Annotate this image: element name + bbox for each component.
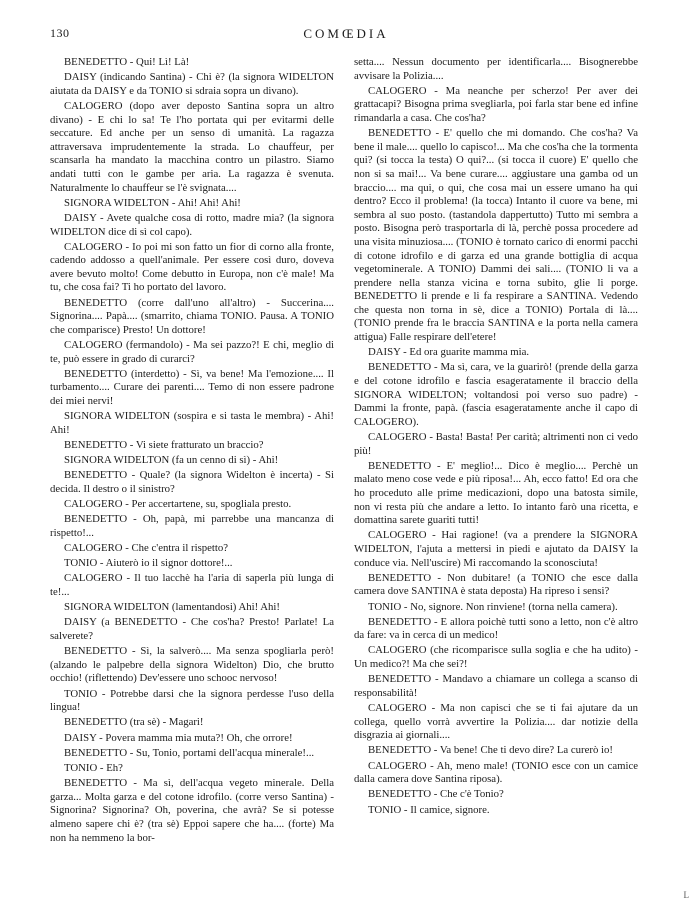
paragraph: SIGNORA WIDELTON - Ahi! Ahi! Ahi! — [64, 196, 241, 209]
paragraph: BENEDETTO - E' quello che mi domando. Che cos'ha? Va bene il male.... quello lo capisco!... Ma che cos'ha che la tormenta qui? (si tocca la testa) O qui?... (si tocca il cuore) E' quello che non si sa mai!... Va bene curare.... aggiustare una gamba od un braccio.... ma qui, o qui, che cosa mai un essere umano ha qui dentro? Ecco il problema! (la tocca) Intanto il cuore va bene, mi sembra al suo posto. (tastandola dappertutto) Tutto mi sembra a posto. Bisogna però trasportarla di là, perchè possa procedere ad una visita minuziosa.... (TONIO è tornato carico di enormi pacchi di cotone idrofilo e di garza ed una grande bottiglia di acqua vegetominerale. A TONIO) Dammi dei sali.... (TONIO li va a prendere nella stanza vicina e torna subito, glie li porge. BENEDETTO li prende e li fa respirare a SANTINA. Vedendo che questa non torna in sè, dice a TONIO) Portala di là.... (TONIO prende fra le braccia SANTINA e la porta nella camera attigua) Falle respirare dell'etere! — [354, 127, 638, 344]
running-title: COMŒDIA — [303, 26, 389, 41]
paragraph: DAISY - Ed ora guarite mamma mia. — [368, 346, 530, 359]
paragraph: BENEDETTO - Mandavo a chiamare un collega a scanso di responsabilità! — [354, 673, 638, 699]
paragraph: DAISY - Avete qualche cosa di rotto, madre mia? (la signora WIDELTON dice di sì col capo). — [50, 211, 334, 238]
left-column — [50, 56, 334, 847]
paragraph: BENEDETTO - Va bene! Che ti devo dire? La curerò io! — [368, 744, 613, 757]
paragraph: CALOGERO - Ma non capisci che se ti fai ajutare da un collega, quello vorrà avvertire la Polizia.... dar notizie della disgrazia ai giornali.... — [354, 702, 638, 742]
paragraph: DAISY (indicando Santina) - Chi è? (la signora WIDELTON aiutata da DAISY e da TONIO si sdraia sopra un divano). — [50, 71, 334, 97]
paragraph: BENEDETTO (tra sè) - Magari! — [64, 716, 204, 729]
page-header — [50, 26, 642, 46]
paragraph: DAISY - Povera mamma mia muta?! Oh, che orrore! — [64, 731, 293, 744]
paragraph: CALOGERO - Ma neanche per scherzo! Per aver dei grattacapi? Bisogna prima svegliarla, poi farla star bene ed infine rimandarla a casa. Che cos'ha? — [354, 84, 638, 124]
paragraph: SIGNORA WIDELTON (sospira e si tasta le membra) - Ahi! Ahi! — [50, 410, 334, 436]
paragraph: BENEDETTO (corre dall'uno all'altro) - Succerina.... Signorina.... Papà.... (smarrito, chiama TONIO. Pausa. A TONIO che comparisce) Presto! Un dottore! — [50, 296, 334, 336]
page-number: 130 — [50, 26, 70, 40]
paragraph: CALOGERO - Che c'entra il rispetto? — [64, 542, 229, 555]
paragraph: TONIO - No, signore. Non rinviene! (torna nella camera). — [368, 600, 618, 613]
paragraph: BENEDETTO - Oh, papà, mi parrebbe una mancanza di rispetto!... — [50, 513, 334, 539]
paragraph: CALOGERO - Basta! Basta! Per carità; altrimenti non ci vedo più! — [354, 431, 638, 457]
paragraph: TONIO - Il camice, signore. — [368, 803, 490, 816]
paragraph: CALOGERO (che ricomparisce sulla soglia e che ha udito) - Un medico?! Ma che sei?! — [354, 644, 638, 671]
paragraph: BENEDETTO - E' meglio!... Dico è meglio.... Perchè un malato meno cose vede e più riposa!... Ah, ecco fatto! Ed ora che ho proceduto alle prime medicazioni, dopo una batosta simile, non vi resta più che andare a letto. Io intanto farò una ricetta, e domattina sarete guariti tutti! — [354, 459, 638, 527]
paragraph: BENEDETTO - Che c'è Tonio? — [368, 788, 504, 801]
paragraph: BENEDETTO - Ma sì, dell'acqua vegeto minerale. Della garza... Molta garza e del cotone idrofilo. (corre verso Santina) - Signorina? Signorina? Oh, poverina, che avrà? Se si potesse almeno sapere chi è? (tra sè) Eppoi sapere che ha.... (forte) Ma non ha nemmeno la bor- — [50, 777, 334, 844]
paragraph: CALOGERO - Per accertartene, su, spogliala presto. — [64, 498, 292, 511]
paragraph: SIGNORA WIDELTON (fa un cenno di sì) - Ahi! — [64, 454, 279, 467]
paragraph: BENEDETTO - Sì, la salverò.... Ma senza spogliarla però! (alzando le palpebre della signora Widelton) Dio, che brutto occhio! (riflettendo) Dev'essere uno schooc nervoso! — [50, 645, 334, 685]
paragraph: BENEDETTO - Vi siete fratturato un braccio? — [64, 438, 264, 451]
paragraph: BENEDETTO - Qui! Lì! Là! — [64, 56, 190, 68]
paragraph: BENEDETTO - Quale? (la signora Widelton è incerta) - Si decida. Il destro o il sinistro? — [50, 469, 334, 495]
edge-mark: L — [683, 890, 689, 900]
paragraph: DAISY (a BENEDETTO - Che cos'ha? Presto! Parlate! La salverete? — [50, 616, 334, 643]
paragraph: CALOGERO - Il tuo lacchè ha l'aria di saperla più lunga di te!... — [50, 572, 334, 599]
paragraph: setta.... Nessun documento per identificarla.... Bisognerebbe avvisare la Polizia.... — [354, 56, 638, 82]
paragraph: BENEDETTO - Ma sì, cara, ve la guarirò! (prende della garza e del cotone idrofilo e fascia esageratamente il braccio della SIGNORA WIDELTON; voltandosi poi verso suo padre) - Dammi la fronte, papà. (fascia esageratamente anche il capo di CALOGERO). — [354, 361, 638, 428]
right-column — [354, 56, 638, 819]
paragraph: CALOGERO - Hai ragione! (va a prendere la SIGNORA WIDELTON, l'ajuta a mettersi in piedi e ajutato da DAISY la conduce via. Nell'uscire) Mi raccomando la sconosciuta! — [354, 529, 638, 569]
paragraph: CALOGERO (dopo aver deposto Santina sopra un altro divano) - E chi lo sa! Te l'ho portata qui per evitarmi delle seccature. Ed anche per un senso di umanità. La ragazza attraversava imprudentemente la strada. Lo chauffeur, per scansarla ha mandato la macchina contro un pilastro. Siamo andati tutti con le gambe per aria. La ragazza è svenuta. Naturalmente lo chauffeur se l'è svignata.... — [50, 99, 334, 194]
paragraph: TONIO - Aiuterò io il signor dottore!... — [64, 557, 233, 570]
paragraph: BENEDETTO (interdetto) - Sì, va bene! Ma l'emozione.... Il turbamento.... Curare dei parenti.... Temo di non essere padrone dei miei nervi! — [50, 367, 334, 407]
paragraph: CALOGERO - Ah, meno male! (TONIO esce con un camice dalla camera dove Santina riposa). — [354, 759, 638, 786]
paragraph: TONIO - Potrebbe darsi che la signora perdesse l'uso della lingua! — [50, 687, 334, 714]
paragraph: TONIO - Eh? — [64, 761, 123, 774]
paragraph: SIGNORA WIDELTON (lamentandosi) Ahi! Ahi! — [64, 601, 280, 614]
paragraph: BENEDETTO - Non dubitare! (a TONIO che esce dalla camera dove SANTINA è stata deposta) Ha ripreso i sensi? — [354, 571, 638, 598]
paragraph: CALOGERO (fermandolo) - Ma sei pazzo?! E chi, meglio di te, può essere in grado di curarci? — [50, 339, 334, 365]
paragraph: CALOGERO - Io poi mi son fatto un fior di corno alla fronte, cadendo addosso a quell'animale. Per essere così duro, doveva avere bevuto molto! Come debutto in Europa, non c'è male! Ma tu, che cosa fai? Ti ho portato del lavoro. — [50, 240, 334, 294]
paragraph: BENEDETTO - E allora poichè tutti sono a letto, non c'è altro da fare: va in cerca di un medico! — [354, 615, 638, 642]
paragraph: BENEDETTO - Su, Tonio, portami dell'acqua minerale!... — [64, 746, 315, 759]
